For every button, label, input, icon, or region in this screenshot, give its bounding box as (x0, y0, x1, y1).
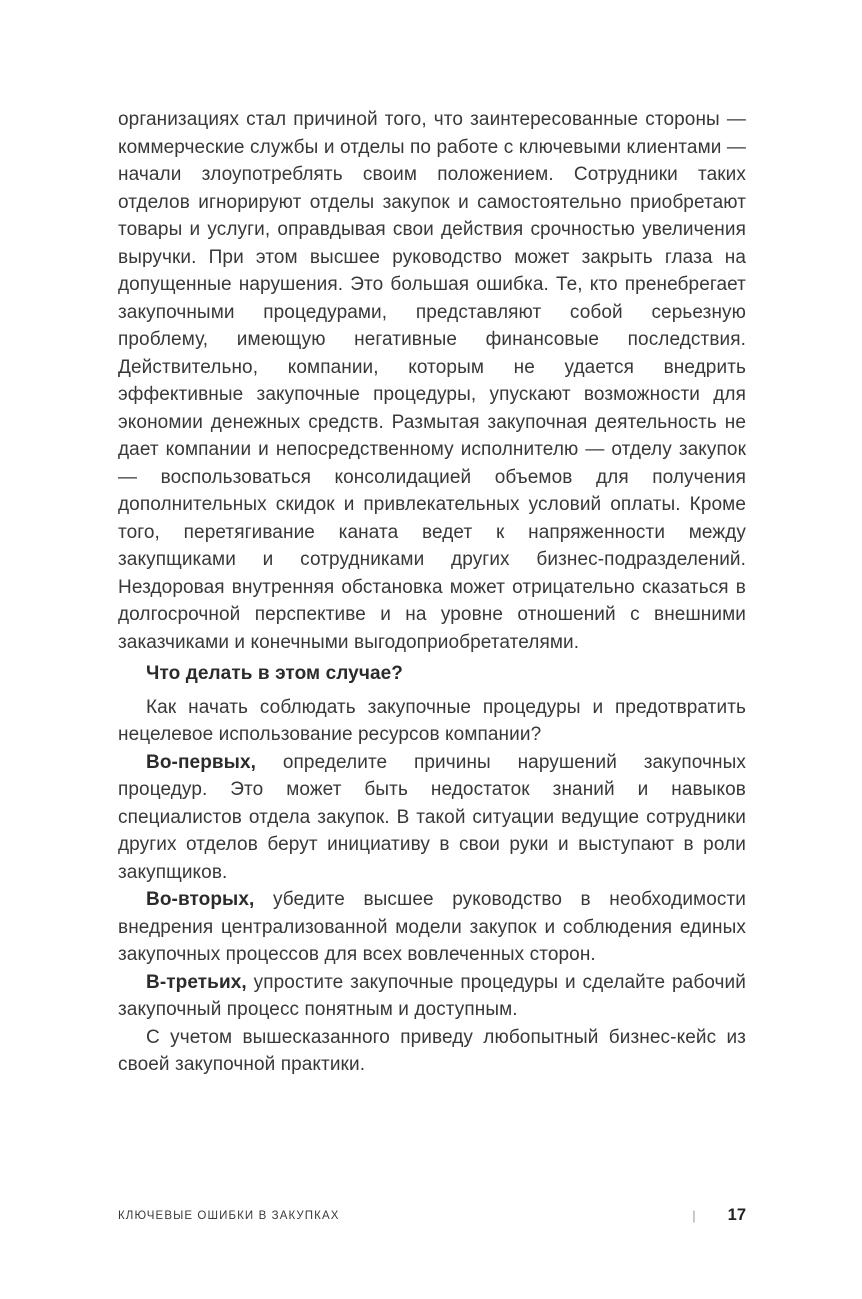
paragraph-lead: Во-первых, (146, 751, 257, 773)
page-text-block (118, 106, 746, 1079)
paragraph-text: определите причины нарушений закупочных процедур. Это может быть недостаток знаний и навыков специалистов отдела закупок. В такой ситуации ведущие сотрудники других отделов берут инициативу в свои руки и выступают в роли закупщиков. (118, 751, 746, 883)
paragraph-lead: В-третьих, (146, 971, 247, 993)
page-footer (118, 1206, 746, 1225)
paragraph-text: С учетом вышесказанного приведу любопытный бизнес-кейс из своей закупочной практики. (118, 1026, 746, 1075)
paragraph (118, 1024, 746, 1079)
paragraph-text: Как начать соблюдать закупочные процедуры и предотвратить нецелевое использование ресурсов компании? (118, 696, 746, 745)
footer-right (692, 1206, 746, 1225)
running-title: КЛЮЧЕВЫЕ ОШИБКИ В ЗАКУПКАХ (118, 1209, 340, 1222)
page-number: 17 (727, 1206, 746, 1224)
section-heading: Что делать в этом случае? (146, 663, 403, 684)
intro-paragraph: организациях стал причиной того, что заинтересованные стороны — коммерческие службы и отделы по работе с ключевыми клиентами — начали злоупотреблять своим положением. Сотрудники таких отделов игнорируют отделы закупок и самостоятельно приобретают товары и услуги, оправдывая свои действия срочностью увеличения выручки. При этом высшее руководство может закрыть глаза на допущенные нарушения. Это большая ошибка. Те, кто пренебрегает закупочными процедурами, представляют собой серьезную проблему, имеющую негативные финансовые последствия. Действительно, компании, которым не удается внедрить эффективные закупочные процедуры, упускают возможности для экономии денежных средств. Размытая закупочная деятельность не дает компании и непосредственному исполнителю — отделу закупок — воспользоваться консолидацией объемов для получения дополнительных скидок и привлекательных условий оплаты. Кроме того, перетягивание каната ведет к напряженности между закупщиками и сотрудниками других бизнес-подразделений. Нездоровая внутренняя обстановка может отрицательно сказаться в долгосрочной перспективе и на уровне отношений с внешними заказчиками и конечными выгодоприобретателями. (118, 109, 746, 653)
paragraph (118, 694, 746, 749)
paragraph (118, 886, 746, 969)
footer-separator: | (692, 1208, 696, 1223)
paragraph-lead: Во-вторых, (146, 889, 255, 910)
paragraph-text: упростите закупочные процедуры и сделайте рабочий закупочный процесс понятным и доступным. (118, 971, 746, 1020)
paragraph (118, 969, 746, 1024)
paragraph (118, 749, 746, 887)
paragraph-text: убедите высшее руководство в необходимости внедрения централизованной модели закупок и соблюдения единых закупочных процессов для всех вовлеченных сторон. (118, 889, 746, 965)
